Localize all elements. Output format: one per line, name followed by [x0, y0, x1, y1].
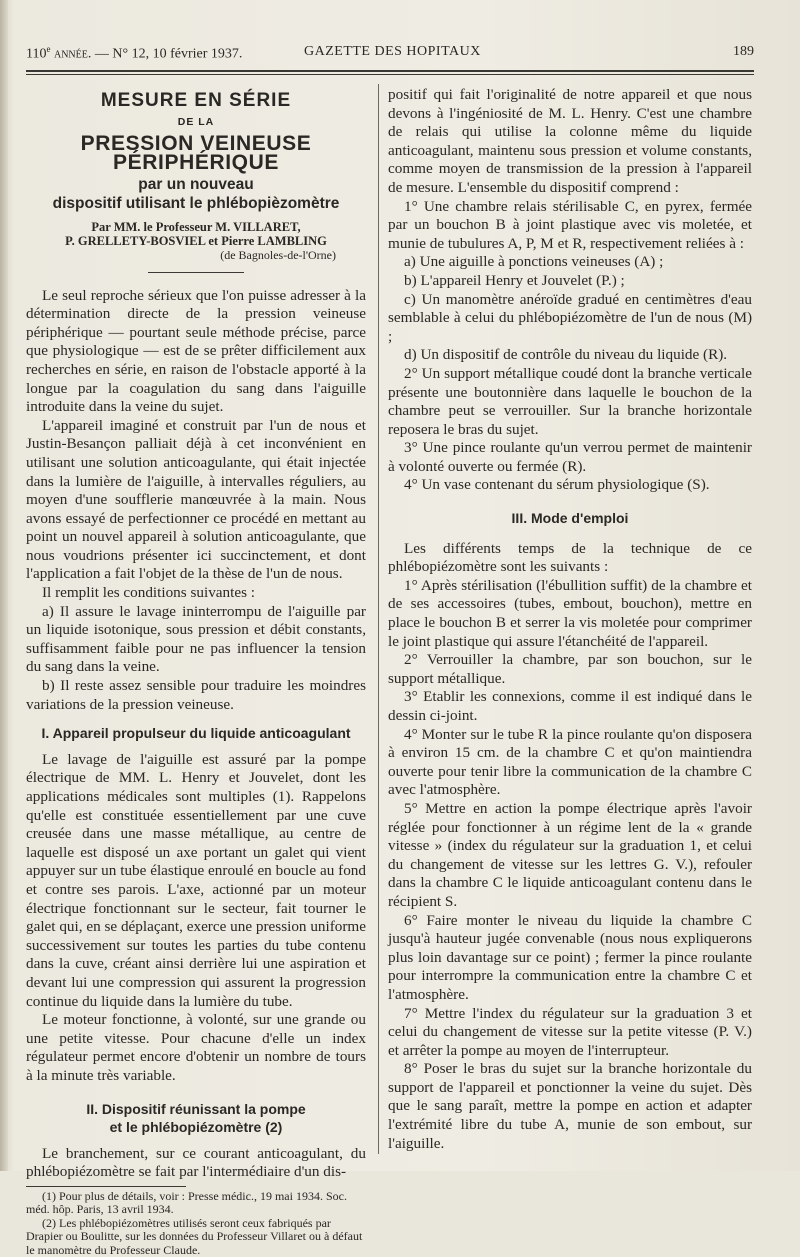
title-line-1: MESURE EN SÉRIE — [100, 90, 292, 111]
paragraph: 2° Verrouiller la chambre, par son bouchon, sur le support métallique. — [388, 651, 752, 687]
list-item: c) Un manomètre anéroïde gradué en centimètres d'eau semblable à celui du phlébopiézomètre de l'un de nous (M) ; — [388, 290, 752, 345]
title-line-3: PRESSION VEINEUSE PÉRIPHÉRIQUE — [80, 132, 312, 174]
paragraph: 2° Un support métallique coudé dont la branche verticale présente une boutonnière dans laquelle le bouchon de la chambre peut se verrouiller. Sur la branche horizontale reposera le bras du sujet. — [388, 364, 752, 438]
footnote-rule — [26, 1186, 186, 1187]
list-item: b) L'appareil Henry et Jouvelet (P.) ; — [404, 271, 625, 289]
binding-edge — [0, 0, 8, 1171]
paragraph: 7° Mettre l'index du régulateur sur la graduation 3 et celui du changement de vitesse sur la petite vitesse (P. V.) et arrêter la pompe au moyen de l'interrupteur. — [388, 1004, 752, 1059]
header-rule-bottom — [26, 74, 754, 75]
journal-title: GAZETTE DES HOPITAUX — [304, 44, 481, 59]
page-number: 189 — [733, 44, 754, 59]
paragraph: a) Il assure le lavage ininterrompu de l'aiguille par un liquide isotonique, sous pression et débit constants, suffisamment faible pour ne pas influencer la tension du sang dans la veine. — [26, 602, 366, 676]
paragraph: 4° Un vase contenant du sérum physiologique (S). — [404, 476, 710, 494]
paragraph: Le branchement, sur ce courant anticoagulant, du phlébopiézomètre se fait par l'intermédiaire d'un dis- — [26, 1144, 366, 1181]
paragraph: 4° Monter sur le tube R la pince roulante qu'on disposera à environ 15 cm. de la chambre C et qu'on maintiendra ouverte pour tenir libre la communication de la chambre C avec l'atmosphère. — [388, 725, 752, 799]
issue-info: 110e année. — N° 12, 10 février 1937. — [26, 44, 243, 62]
section-heading-3: III. Mode d'emploi — [511, 510, 629, 527]
right-column — [388, 86, 752, 1153]
title-line-4: par un nouveau — [138, 176, 254, 194]
authors: Par MM. le Professeur M. VILLARET, P. GRELLETY-BOSVIEL et Pierre LAMBLING (de Bagnoles-de-l'Orne) — [65, 219, 336, 262]
paragraph: 3° Etablir les connexions, comme il est indiqué dans le dessin ci-joint. — [388, 688, 752, 724]
paragraph: L'appareil imaginé et construit par l'un de nous et Justin-Besançon palliait déjà à cet inconvénient en utilisant une solution anticoagulante, qui était injectée dans la lumière de l'aiguille, à intervalles réguliers, au moyen d'une soufflerie manœuvrée à la main. Nous avons essayé de perfectionner ce procédé en mettant au point un nouvel appareil à solution anticoagulante, que nous voudrions présenter ici succinctement, et dont l'application a fait l'objet de la thèse de l'un de nous. — [26, 416, 366, 583]
paragraph: 5° Mettre en action la pompe électrique après l'avoir réglée pour fonctionner à un régime lent de la « grande vitesse » (index du régulateur sur la graduation 1, et celui du changement de vitesse sur les lettres G. V.), refouler dans la chambre C le liquide anticoagulant contenu dans le récipient S. — [388, 799, 752, 910]
paragraph: positif qui fait l'originalité de notre appareil et que nous devons à l'ingéniosité de M. L. Henry. C'est une chambre de relais qui utilise la colonne même du liquide anticoagulant, maintenu sous pression et volume constants, comme moyen de transmission de la pression à l'appareil de mesure. L'ensemble du dispositif comprend : — [388, 86, 752, 196]
section-heading-1: I. Appareil propulseur du liquide anticoagulant — [41, 725, 351, 742]
title-line-2: DE LA — [177, 115, 215, 128]
paragraph: Le moteur fonctionne, à volonté, sur une grande ou une petite vitesse. Pour chacune d'elle un index régulateur permet encore d'obtenir un nombre de tours à la minute très variable. — [26, 1011, 366, 1084]
column-divider — [378, 84, 379, 1154]
paragraph: Les différents temps de la technique de ce phlébopiézomètre sont les suivants : — [388, 539, 752, 576]
paragraph: 1° Après stérilisation (l'ébullition suffit) de la chambre et de ses accessoires (tubes, embout, bouchon), mettre en place le bouchon B et serrer la vis moletée pour comprimer le joint plastique qui assure l'étanchéité de l'appareil. — [388, 576, 752, 650]
title-line-5: dispositif utilisant le phlébopièzomètre — [52, 194, 340, 212]
title-separator — [148, 272, 244, 273]
paragraph: 1° Une chambre relais stérilisable C, en pyrex, fermée par un bouchon B à joint plastique avec vis moletée, et munie de tubulures A, P, M et R, respectivement reliées à : — [388, 197, 752, 252]
paragraph: 8° Poser le bras du sujet sur la branche horizontale du support de l'appareil et ponctionner la veine du sujet. Dès que le sang paraît, mettre la pompe en action et adapter l'extrémité libre du tube A, munie de son embout, sur l'aiguille. — [388, 1060, 752, 1152]
footnote-2: (2) Les phlébopiézomètres utilisés seront ceux fabriqués par Drapier ou Boulitte, sur les données du Professeur Villaret ou à défaut le manomètre du Professeur Claude. — [26, 1215, 363, 1257]
paragraph: Le lavage de l'aiguille est assuré par la pompe électrique de MM. L. Henry et Jouvelet, dont les applications médicales sont multiples (1). Rappelons qu'elle est constituée essentiellement par une cuve creusée dans une masse métallique, au centre de laquelle est disposé un axe portant un galet qui vient appuyer sur un tube élastique enroulé en boucle au fond et contre ses parois. L'axe, actionné par un moteur électrique fonctionnant sur le secteur, fait tourner le galet qui, en se déplaçant, exerce une pression uniforme successivement sur toutes les parties du tube contenu dans la cuve, créant ainsi derrière lui une aspiration et devant lui une compression qui assurent la progression continue du liquide dans la lumière du tube. — [26, 750, 366, 1010]
paragraph: Il remplit les conditions suivantes : — [42, 584, 256, 602]
list-item: d) Un dispositif de contrôle du niveau du liquide (R). — [404, 346, 728, 364]
running-header — [26, 44, 754, 64]
list-item: a) Une aiguille à ponctions veineuses (A) ; — [404, 253, 664, 271]
paragraph: b) Il reste assez sensible pour traduire les moindres variations de la pression veineuse. — [26, 677, 366, 713]
section-heading-2: II. Dispositif réunissant la pompe et le phlébopiézomètre (2) — [86, 1100, 306, 1136]
paragraph: Le seul reproche sérieux que l'on puisse adresser à la détermination directe de la pression veineuse périphérique — pourtant seule méthode précise, parce que physiologique — est de se prêter difficilement aux recherches en série, en raison de l'obstacle apporté à la longue par la coagulation du sang dans l'aiguille introduite dans la veine du sujet. — [26, 286, 366, 416]
paragraph: 6° Faire monter le niveau du liquide la chambre C jusqu'à hauteur jugée convenable (nous nous expliquerons plus loin davantage sur ce point) ; fermer la pince roulante pour interrompre la communication entre la chambre C et l'atmosphère. — [388, 911, 752, 1003]
footnote-1: (1) Pour plus de détails, voir : Presse médic., 19 mai 1934. Soc. méd. hôp. Paris, 13 avril 1934. — [26, 1188, 347, 1217]
paragraph: 3° Une pince roulante qu'un verrou permet de maintenir à volonté ouverte ou fermée (R). — [388, 439, 752, 475]
left-column — [26, 86, 366, 1257]
header-rule-top — [26, 70, 754, 72]
